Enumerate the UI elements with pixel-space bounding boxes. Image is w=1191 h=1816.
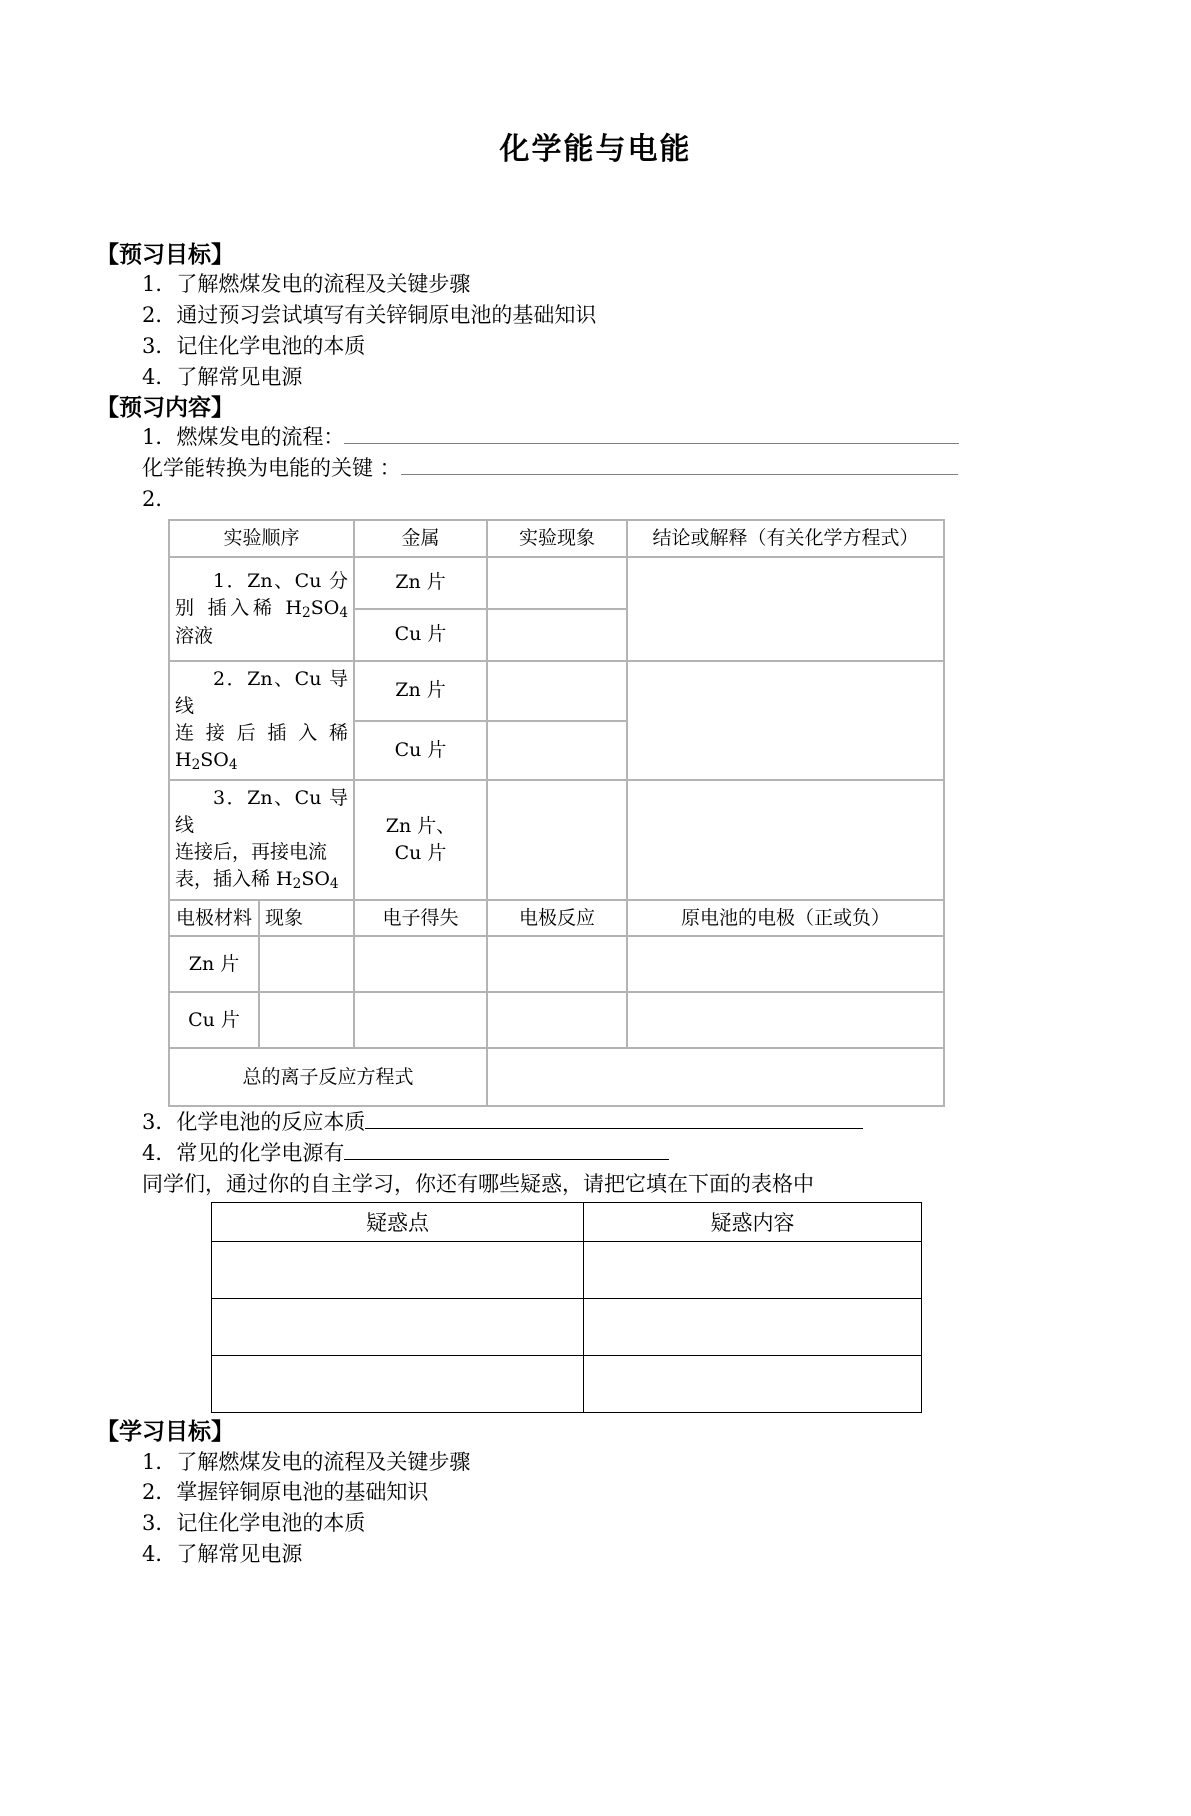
preview-objectives-list	[96, 269, 1095, 392]
study-objectives-list	[96, 1447, 1095, 1570]
table-row	[169, 780, 944, 899]
section-heading-preview-objectives: 【预习目标】	[96, 241, 234, 268]
table-row	[169, 1048, 944, 1106]
list-item: 2．通过预习尝试填写有关锌铜原电池的基础知识	[142, 303, 597, 328]
cell-metal-zn-1: Zn 片	[354, 557, 487, 609]
fill-in-blank-4[interactable]	[344, 1158, 669, 1160]
page-title: 化学能与电能	[499, 132, 692, 167]
section-heading-study-objectives: 【学习目标】	[96, 1418, 234, 1446]
cell-electron-transfer[interactable]	[354, 992, 487, 1048]
list-item: 4．了解常见电源	[142, 365, 303, 390]
th-metal: 金属	[354, 520, 487, 557]
cell-sequence-2	[169, 661, 354, 780]
cell-sequence-3	[169, 780, 354, 899]
cell-doubt-point[interactable]	[212, 1356, 584, 1413]
seq2-line1: 2．Zn、Cu 导线	[175, 667, 349, 717]
metal3-line1: Zn 片、	[385, 814, 456, 837]
table-row	[169, 936, 944, 992]
cell-phenomenon[interactable]	[487, 780, 627, 899]
cell-electrode-zn: Zn 片	[169, 936, 259, 992]
table-row	[212, 1242, 922, 1299]
preview-item-1-label: 1．燃煤发电的流程：	[142, 425, 345, 450]
table-row	[169, 557, 944, 609]
cell-doubt-content[interactable]	[584, 1299, 922, 1356]
th-electrode-material: 电极材料	[169, 900, 259, 937]
experiment-table-wrap	[96, 519, 1095, 1108]
preview-item-1b	[96, 453, 1095, 484]
doubt-prompt: 同学们，通过你的自主学习，你还有哪些疑惑，请把它填在下面的表格中	[142, 1172, 814, 1197]
cell-phenomenon[interactable]	[487, 557, 627, 609]
table-row	[169, 992, 944, 1048]
cell-phenomenon[interactable]	[487, 661, 627, 721]
fill-in-blank-2[interactable]	[401, 473, 958, 475]
list-item: 3．记住化学电池的本质	[142, 1511, 366, 1536]
list-item: 1．了解燃煤发电的流程及关键步骤	[142, 272, 471, 297]
section-heading-preview-content: 【预习内容】	[96, 393, 234, 421]
cell-metal-zn-2: Zn 片	[354, 661, 487, 721]
cell-doubt-content[interactable]	[584, 1356, 922, 1413]
table-row	[212, 1356, 922, 1413]
cell-electrode-phenomenon[interactable]	[259, 992, 354, 1048]
cell-phenomenon[interactable]	[487, 721, 627, 781]
doubt-table-wrap	[96, 1202, 1095, 1413]
seq2-line2: 连 接 后 插 入 稀	[175, 721, 349, 744]
cell-doubt-content[interactable]	[584, 1242, 922, 1299]
cell-doubt-point[interactable]	[212, 1242, 584, 1299]
th-phenomenon-2: 现象	[259, 900, 354, 937]
th-doubt-content: 疑惑内容	[584, 1203, 922, 1242]
list-item: 2．掌握锌铜原电池的基础知识	[142, 1480, 429, 1505]
seq3-line2: 连接后，再接电流	[175, 841, 328, 864]
th-conclusion: 结论或解释（有关化学方程式）	[627, 520, 944, 557]
preview-item-4	[96, 1138, 1095, 1169]
cell-conclusion[interactable]	[627, 557, 944, 661]
cell-metal-3	[354, 780, 487, 899]
seq1-line2: 插入稀 $H_2SO_4$ 溶液	[175, 596, 349, 648]
list-item: 1．了解燃煤发电的流程及关键步骤	[142, 1449, 471, 1474]
list-item: 3．记住化学电池的本质	[142, 334, 366, 359]
preview-item-2-label: 2．	[142, 487, 177, 512]
metal3-line2: Cu 片	[394, 841, 447, 864]
cell-metal-cu-1: Cu 片	[354, 609, 487, 661]
seq3-line3: 表，插入稀 $H_2SO_4$	[175, 868, 339, 893]
th-electron-transfer: 电子得失	[354, 900, 487, 937]
seq1-line1: 1．Zn、Cu 分别	[175, 569, 349, 619]
preview-item-3	[96, 1107, 1095, 1138]
th-electrode-reaction: 电极反应	[487, 900, 627, 937]
document-page	[0, 132, 1191, 1570]
fill-in-blank-3[interactable]	[365, 1127, 863, 1129]
table-header-row	[212, 1203, 922, 1242]
doubt-table	[211, 1202, 922, 1413]
cell-phenomenon[interactable]	[487, 609, 627, 661]
cell-doubt-point[interactable]	[212, 1299, 584, 1356]
preview-item-1b-label: 化学能转换为电能的关键 ：	[142, 456, 401, 481]
cell-conclusion[interactable]	[627, 780, 944, 899]
cell-total-equation-value[interactable]	[487, 1048, 944, 1106]
cell-galvanic-electrode[interactable]	[627, 992, 944, 1048]
cell-metal-cu-2: Cu 片	[354, 721, 487, 781]
fill-in-blank-1[interactable]	[344, 442, 959, 444]
table-row	[169, 661, 944, 721]
cell-sequence-1	[169, 557, 354, 661]
table-subheader-row	[169, 900, 944, 937]
seq2-line3: $H_2SO_4$	[175, 748, 238, 773]
cell-conclusion[interactable]	[627, 661, 944, 780]
experiment-table	[168, 519, 945, 1108]
cell-electrode-reaction[interactable]	[487, 992, 627, 1048]
seq3-line1: 3．Zn、Cu 导线	[175, 787, 349, 837]
table-row	[212, 1299, 922, 1356]
table-header-row	[169, 520, 944, 557]
th-galvanic-electrode: 原电池的电极（正或负）	[627, 900, 944, 937]
cell-galvanic-electrode[interactable]	[627, 936, 944, 992]
th-doubt-point: 疑惑点	[212, 1203, 584, 1242]
th-phenomenon: 实验现象	[487, 520, 627, 557]
preview-item-3-label: 3．化学电池的反应本质	[142, 1110, 366, 1135]
list-item: 4．了解常见电源	[142, 1542, 303, 1567]
cell-total-equation-label: 总的离子反应方程式	[169, 1048, 487, 1106]
cell-electrode-cu: Cu 片	[169, 992, 259, 1048]
th-sequence: 实验顺序	[169, 520, 354, 557]
preview-item-1	[96, 422, 1095, 453]
cell-electrode-phenomenon[interactable]	[259, 936, 354, 992]
cell-electrode-reaction[interactable]	[487, 936, 627, 992]
preview-item-4-label: 4．常见的化学电源有	[142, 1141, 345, 1166]
cell-electron-transfer[interactable]	[354, 936, 487, 992]
